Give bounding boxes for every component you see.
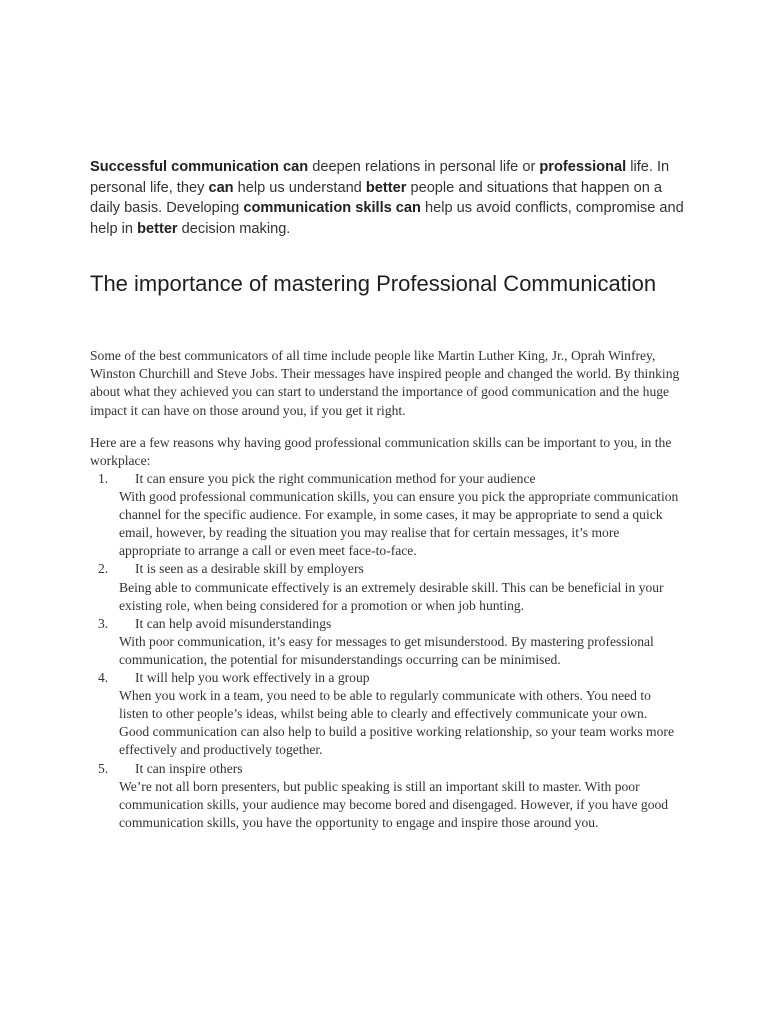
list-item-body: With poor communication, it’s easy for messages to get misunderstood. By mastering professional communication, the potential for misunderstandings occurring can be minimised. bbox=[119, 633, 654, 667]
list-item bbox=[90, 615, 690, 669]
body-paragraph: Some of the best communicators of all time include people like Martin Luther King, Jr., Oprah Winfrey, Winston Churchill and Steve Jobs. Their messages have inspired people and changed the world. By thinking about what they achieved you can start to understand the importance of good communication and the huge impact it can have on those around you, if you get it right. bbox=[90, 348, 680, 418]
list-item bbox=[90, 470, 690, 560]
intro-bold: better bbox=[137, 220, 178, 237]
list-item-title-row bbox=[90, 615, 690, 633]
section-heading: The importance of mastering Professional Communication bbox=[90, 271, 657, 296]
list-item-number: 2. bbox=[98, 561, 109, 577]
list-item bbox=[90, 560, 690, 614]
list-item-number: 5. bbox=[98, 760, 109, 776]
list-intro-paragraph: Here are a few reasons why having good professional communication skills can be important to you, in the workplace: bbox=[90, 435, 672, 469]
intro-text: decision making. bbox=[177, 220, 291, 237]
list-item-title: It can ensure you pick the right communication method for your audience bbox=[135, 471, 536, 486]
intro-bold: can bbox=[208, 179, 234, 196]
intro-bold: communication skills can bbox=[243, 200, 421, 217]
list-item-title: It can inspire others bbox=[135, 760, 243, 776]
intro-text: deepen relations in personal life or bbox=[308, 159, 540, 175]
intro-text: people and situations that happen on a daily basis. Developing bbox=[90, 179, 663, 217]
list-item bbox=[90, 760, 690, 832]
list-item-title-row bbox=[90, 760, 690, 778]
intro-paragraph bbox=[90, 157, 690, 239]
list-item-title: It can help avoid misunderstandings bbox=[135, 615, 332, 631]
list-item-title-row bbox=[90, 560, 690, 578]
intro-text: help us understand bbox=[233, 179, 366, 196]
list-item-body: With good professional communication skills, you can ensure you pick the appropriate communication channel for the specific audience. For example, in some cases, it may be appropriate to send a quick email, however, by reading the situation you may realise that for certain messages, it’s more appropriate to arrange a call or even meet face-to-face. bbox=[119, 489, 679, 559]
list-item-title: It will help you work effectively in a group bbox=[135, 670, 370, 686]
list-item-number: 3. bbox=[98, 615, 109, 631]
list-item-body: Being able to communicate effectively is an extremely desirable skill. This can be beneficial in your existing role, when being considered for a promotion or when job hunting. bbox=[119, 579, 664, 613]
list-item-body: When you work in a team, you need to be able to regularly communicate with others. You need to listen to other people’s ideas, whilst being able to clearly and effectively communicate your own. Good communication can also help to build a positive working relationship, so your team works more effectively and productively together. bbox=[119, 688, 674, 758]
list-item-number: 1. bbox=[98, 471, 109, 486]
intro-bold: better bbox=[365, 179, 407, 196]
intro-text: help us avoid conflicts, compromise and help in bbox=[90, 200, 684, 237]
list-item-body: We’re not all born presenters, but public speaking is still an important skill to master. With poor communication skills, your audience may become bored and disengaged. However, if you have good communication skills, you have the opportunity to engage and inspire those around you. bbox=[119, 778, 669, 830]
list-item-title-row bbox=[90, 470, 690, 488]
list-item bbox=[90, 669, 690, 759]
reasons-list bbox=[90, 470, 690, 832]
intro-bold: Successful communication can bbox=[90, 159, 309, 175]
list-item-number: 4. bbox=[98, 670, 109, 686]
intro-text: life. In personal life, they bbox=[90, 159, 670, 196]
list-item-title-row bbox=[90, 669, 690, 687]
list-item-title: It is seen as a desirable skill by employers bbox=[135, 561, 364, 577]
intro-bold: professional bbox=[539, 159, 627, 175]
